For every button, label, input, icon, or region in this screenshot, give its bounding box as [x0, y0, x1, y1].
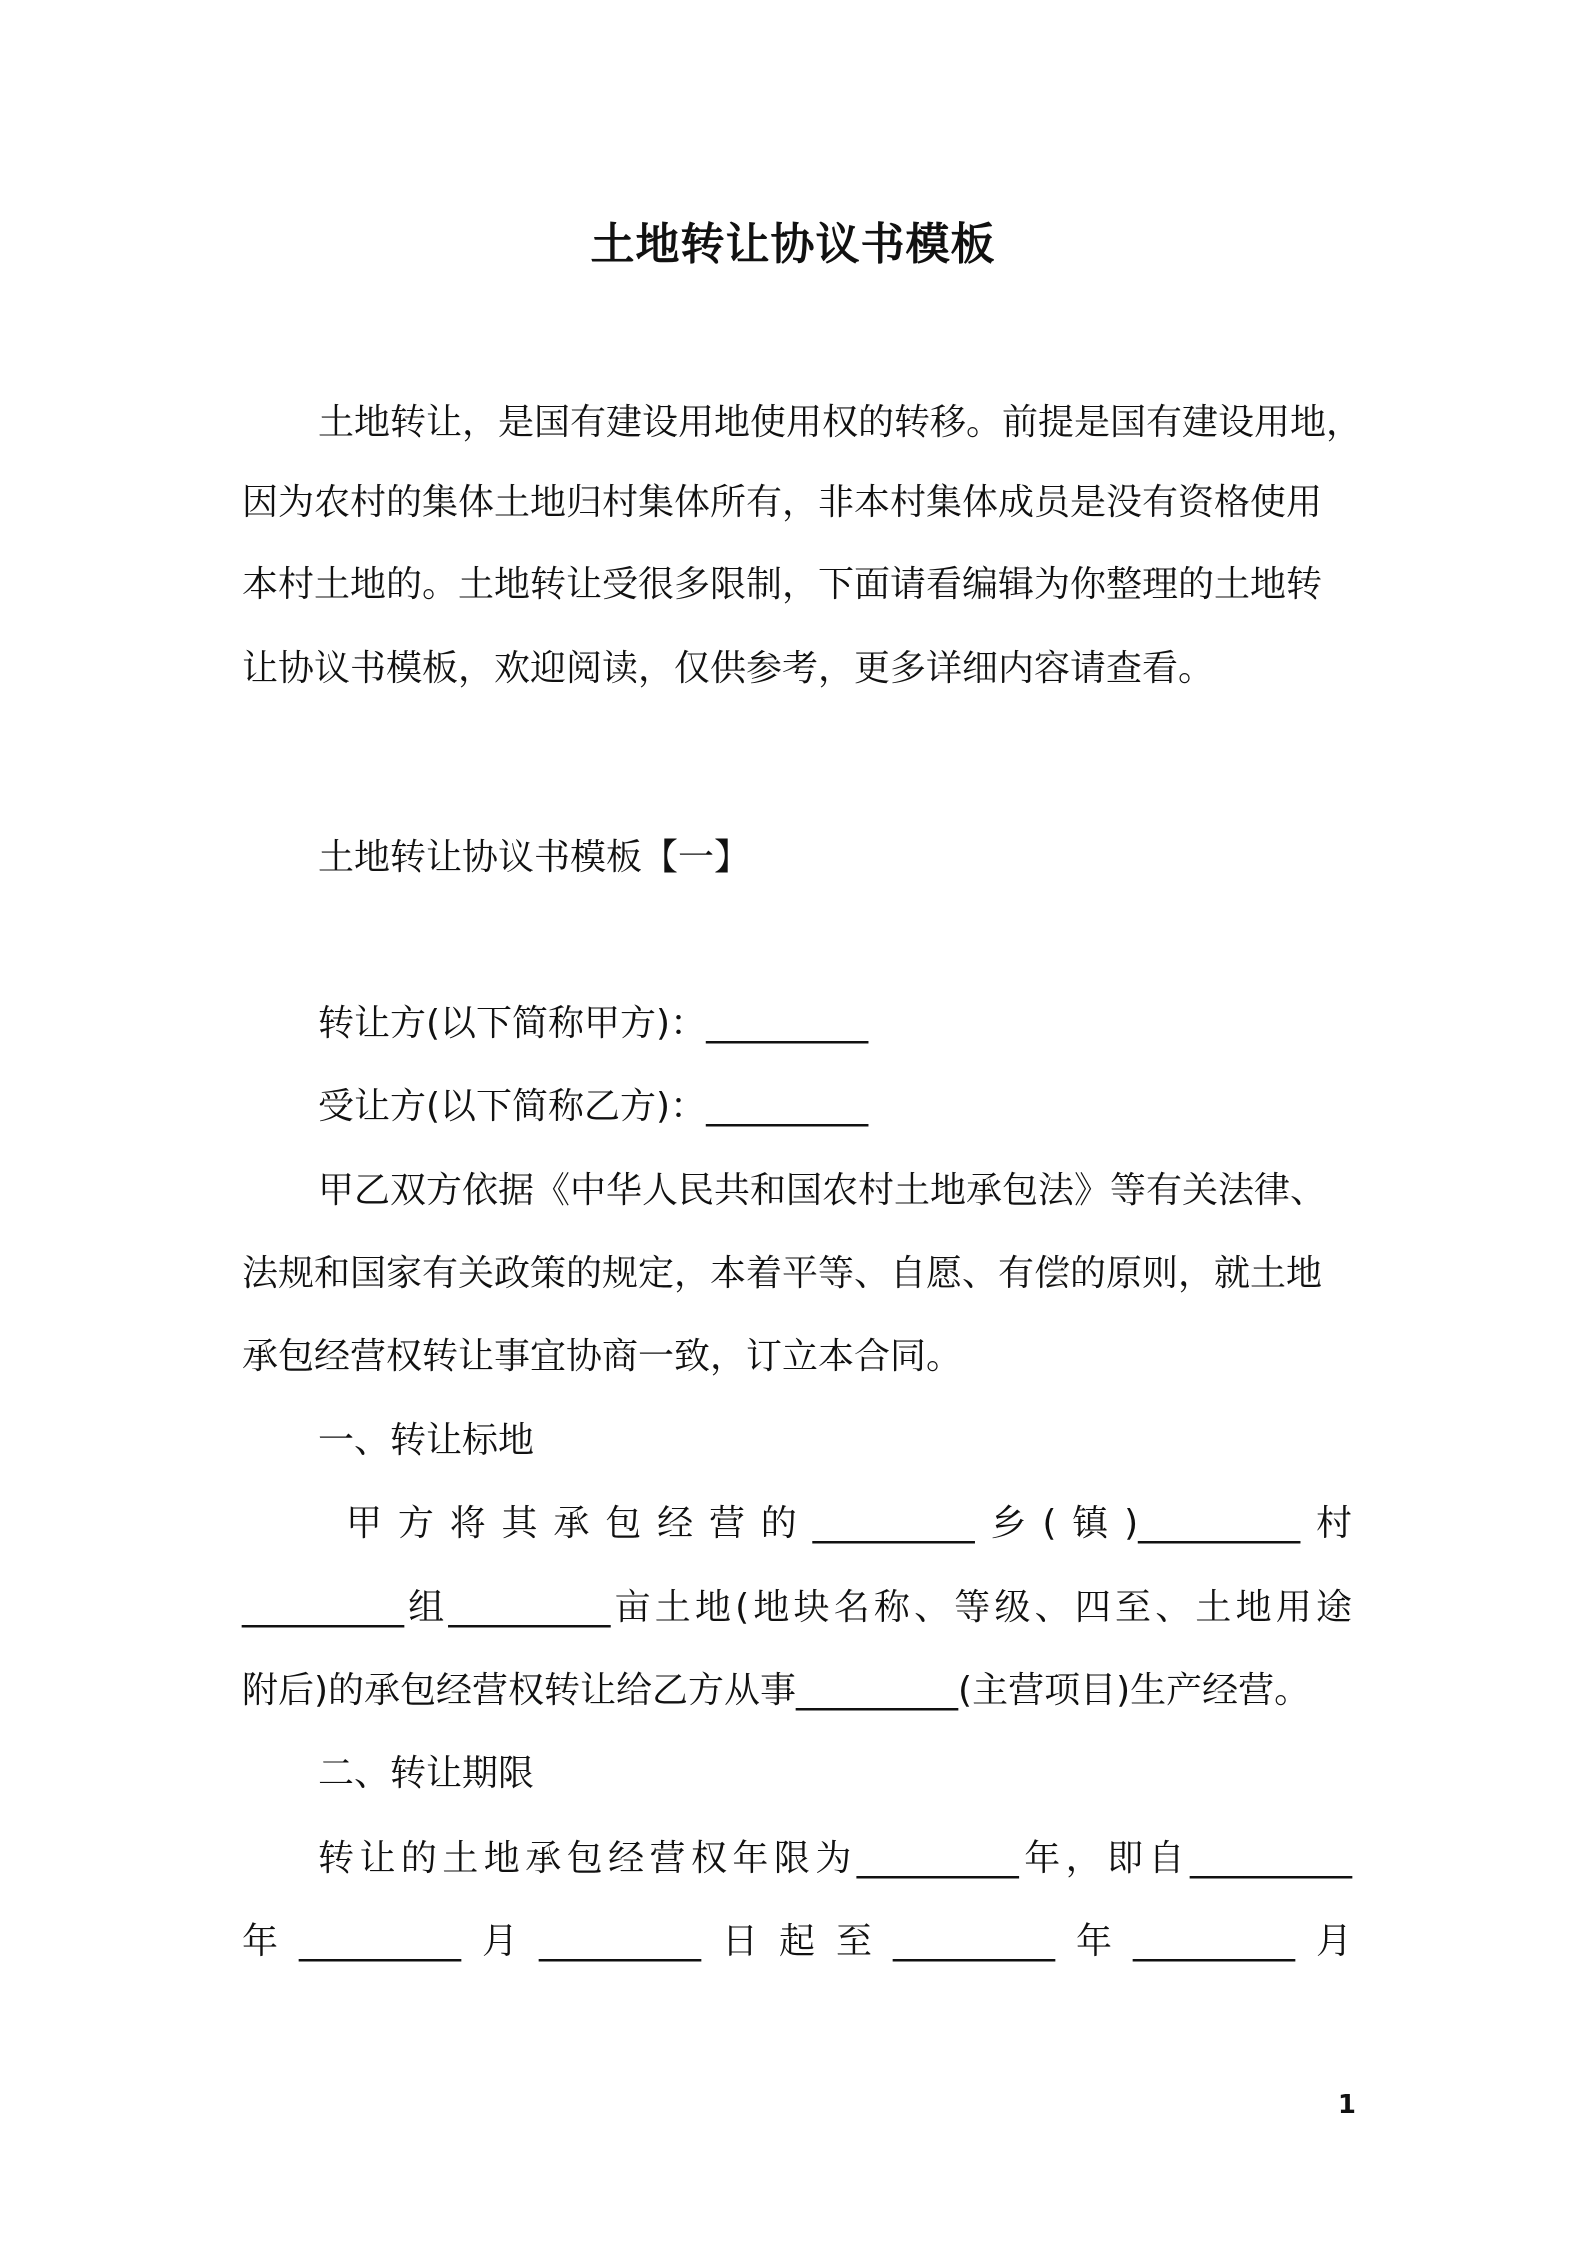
basis-line-2: 法规和国家有关政策的规定，本着平等、自愿、有偿的原则，就土地	[242, 1253, 1323, 1294]
clause-2-line-1: 转让的土地承包经营权年限为_________年，即自_________	[318, 1838, 1352, 1879]
basis-line-3: 承包经营权转让事宜协商一致，订立本合同。	[242, 1336, 963, 1377]
clause-2-heading: 二、转让期限	[318, 1753, 535, 1794]
page-number: 1	[1337, 2090, 1356, 2120]
section-heading: 土地转让协议书模板【一】	[318, 837, 751, 878]
intro-line-3: 本村土地的。土地转让受很多限制，下面请看编辑为你整理的土地转	[242, 564, 1323, 605]
clause-1-line-2: _________组_________亩土地(地块名称、等级、四至、土地用途	[242, 1587, 1352, 1628]
clause-1-line-1: 甲方将其承包经营的_________乡(镇)_________村	[346, 1503, 1352, 1544]
intro-line-1: 土地转让，是国有建设用地使用权的转移。前提是国有建设用地，	[318, 402, 1363, 443]
clause-1-heading: 一、转让标地	[318, 1420, 535, 1461]
intro-line-4: 让协议书模板，欢迎阅读，仅供参考，更多详细内容请查看。	[242, 648, 1215, 689]
basis-line-1: 甲乙双方依据《中华人民共和国农村土地承包法》等有关法律、	[318, 1170, 1327, 1211]
intro-line-2: 因为农村的集体土地归村集体所有，非本村集体成员是没有资格使用	[242, 482, 1323, 523]
clause-1-line-3: 附后)的承包经营权转让给乙方从事_________(主营项目)生产经营。	[242, 1670, 1311, 1711]
transferee-line: 受让方(以下简称乙方)：_________	[318, 1086, 869, 1127]
document-title: 土地转让协议书模板	[590, 219, 996, 270]
transferor-line: 转让方(以下简称甲方)：_________	[318, 1003, 869, 1044]
clause-2-line-2: 年_________月_________日起至_________年_________月	[242, 1921, 1352, 1962]
